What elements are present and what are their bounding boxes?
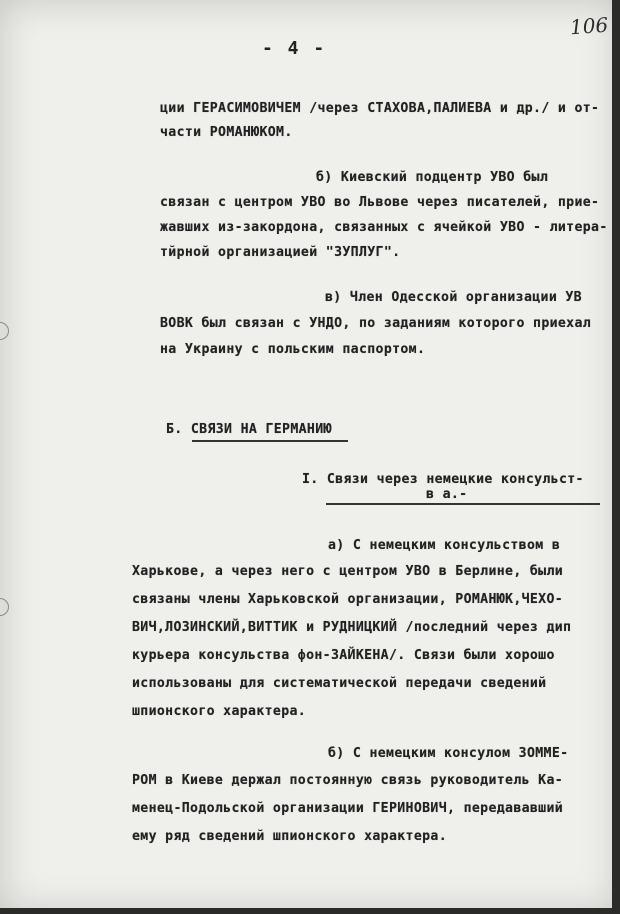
text-line: тйрной организацией "ЗУПЛУГ". xyxy=(160,245,401,260)
text-line: курьера консульства фон-ЗАЙКЕНА/. Связи были хорошо xyxy=(132,648,555,663)
text-line: ему ряд сведений шпионского характера. xyxy=(132,829,448,844)
text-line: использованы для систематической передачи сведений xyxy=(132,676,547,691)
text-line: б) С немецким консулом ЗОММЕ- xyxy=(328,746,569,761)
subtitle-underline xyxy=(326,503,600,505)
punch-hole xyxy=(0,322,9,340)
text-line: менец-Подольской организации ГЕРИНОВИЧ, передававший xyxy=(132,801,564,816)
text-line: Харькове, а через него с центром УВО в Берлине, были xyxy=(132,564,564,579)
text-line: ции ГЕРАСИМОВИЧЕМ /через СТАХОВА,ПАЛИЕВА и др./ и от- xyxy=(160,101,600,116)
section-title: Б. СВЯЗИ НА ГЕРМАНИЮ xyxy=(166,422,332,437)
text-line: части РОМАНЮКОМ. xyxy=(160,125,293,140)
text-line: б) Киевский подцентр УВО был xyxy=(316,170,549,185)
text-line: РОМ в Киеве держал постоянную связь руководитель Ка- xyxy=(132,773,564,788)
subsection-title-continued: в а.- xyxy=(426,487,468,502)
archive-page-number: 106 xyxy=(569,12,609,40)
text-line: в) Член Одесской организации УВ xyxy=(325,290,582,305)
text-line: а) С немецким консульством в xyxy=(328,538,561,553)
punch-hole xyxy=(0,598,9,616)
page-number: - 4 - xyxy=(262,38,327,59)
scan-edge xyxy=(0,908,620,914)
text-line: ВИЧ,ЛОЗИНСКИЙ,ВИТТИК и РУДНИЦКИЙ /последний через дип xyxy=(132,620,572,635)
text-line: связан с центром УВО во Львове через писателей, прие- xyxy=(160,195,600,210)
title-underline xyxy=(192,440,348,442)
text-line: ВОВК был связан с УНДО, по заданиям которого приехал xyxy=(160,316,592,331)
text-line: шпионского характера. xyxy=(132,704,307,719)
text-line: связаны члены Харьковской организации, РОМАНЮК,ЧЕХО- xyxy=(132,592,564,607)
scan-edge xyxy=(612,0,620,914)
text-line: жавших из-закордона, связанных с ячейкой УВО - литера- xyxy=(160,220,608,235)
text-line: на Украину с польским паспортом. xyxy=(160,342,426,357)
subsection-title: I. Связи через немецкие консульст- xyxy=(302,472,584,487)
